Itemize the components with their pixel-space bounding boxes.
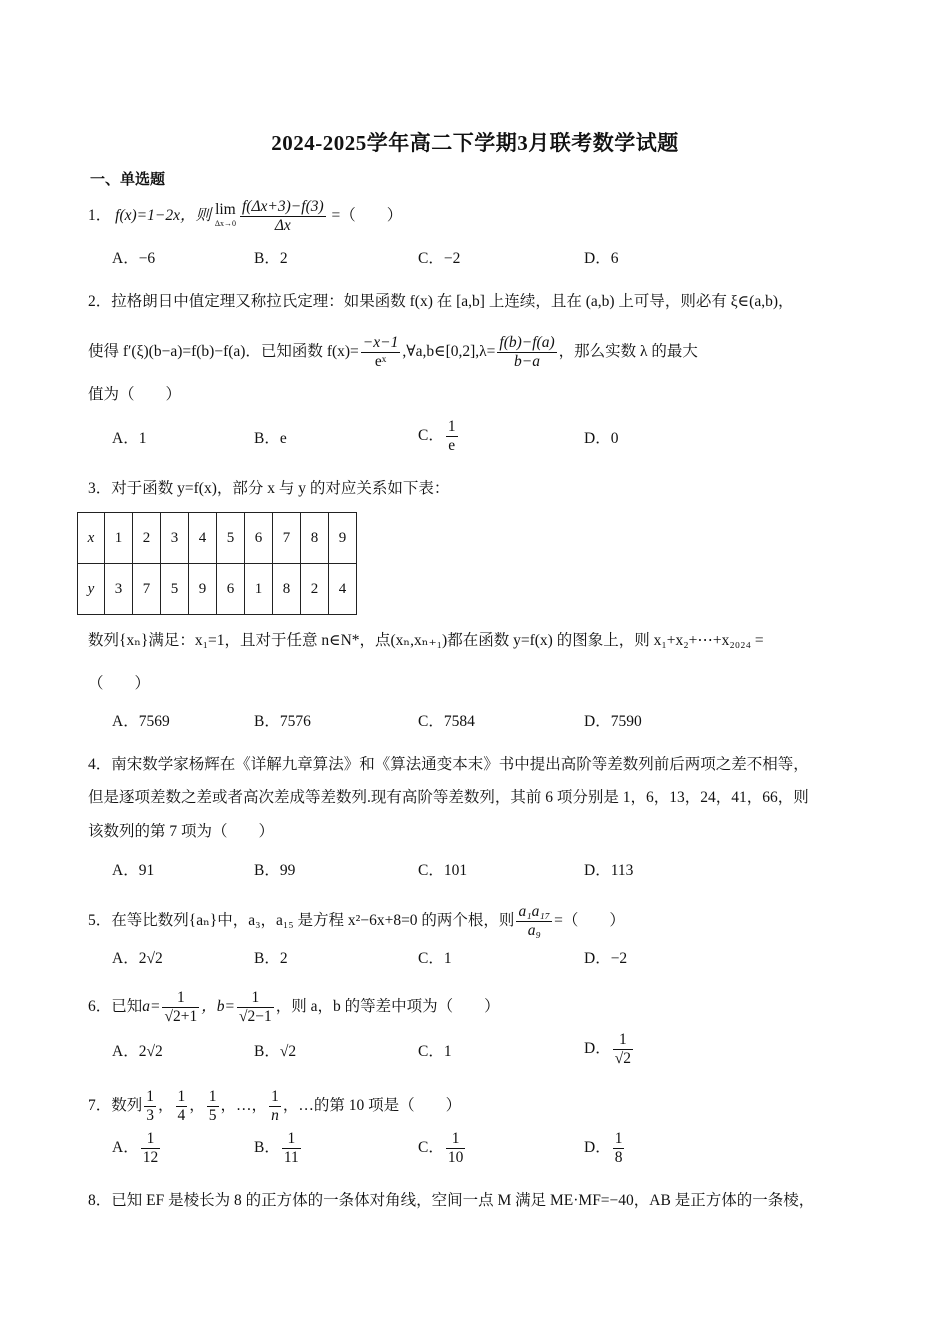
q6-fraction-b: $\frac{1}{√2-1}$	[238, 989, 272, 1025]
q7-options	[112, 1130, 872, 1166]
q5-fraction: $\frac{\text{a₁a₁₇}}{\text{a₉}}$	[518, 903, 551, 939]
q7-term-1: $\frac{1}{3}$	[146, 1088, 155, 1124]
option-d: D． $\frac{1}{8}$	[584, 1130, 623, 1166]
q6-options	[112, 1031, 872, 1067]
option-d: D．113	[584, 862, 634, 879]
option-b: B．√2	[254, 1043, 297, 1060]
q4-options	[112, 860, 872, 886]
option-d: D．7590	[584, 713, 642, 730]
table-row-y: y 3 7 5 9 6 1 8 2 4	[78, 564, 357, 615]
table-row-x: x 1 2 3 4 5 6 7 8 9	[78, 513, 357, 564]
q7-term-2: $\frac{1}{4}$	[177, 1088, 186, 1124]
q1-function: f(x)=1−2x，则	[115, 207, 211, 225]
q1-options	[112, 248, 872, 274]
q5-options	[112, 948, 872, 974]
question-1	[88, 198, 402, 235]
option-a: A．2√2	[112, 1043, 163, 1060]
question-2-line-1: 2．拉格朗日中值定理又称拉氏定理：如果函数 f(x) 在 [a,b] 上连续，且在 (a,b) 上可导，则必有 ξ∈(a,b)，	[88, 293, 794, 310]
option-a: A． $\frac{1}{12}$	[112, 1130, 159, 1166]
option-c: C．7584	[418, 713, 475, 730]
option-b: B．99	[254, 862, 296, 879]
q7-term-n: $\frac{1}{n}$	[271, 1088, 279, 1124]
question-3-line-1: 3．对于函数 y=f(x)，部分 x 与 y 的对应关系如下表：	[88, 480, 450, 497]
option-a: A．7569	[112, 713, 170, 730]
q3-options	[112, 711, 872, 737]
question-3-line-3: （ ）	[88, 675, 151, 692]
q1-tail: =（ ）	[331, 207, 403, 225]
option-a: A．2√2	[112, 950, 163, 967]
q7-term-3: $\frac{1}{5}$	[208, 1088, 217, 1124]
question-2-line-3: 值为（ ）	[88, 386, 182, 403]
question-4-line-3: 该数列的第 7 项为（ ）	[88, 823, 275, 840]
option-b: B．e	[254, 430, 287, 447]
q1-limit: lim Δx→0	[214, 200, 236, 228]
option-b: B．2	[254, 250, 288, 267]
option-c: C． $\frac{1}{10}$	[418, 1130, 464, 1166]
option-c: C．1	[418, 1043, 452, 1060]
option-c: C．−2	[418, 250, 461, 267]
q2-fraction-2: $\frac{f(b)-f(a)}{b-a}$	[499, 334, 555, 370]
option-c: C． $\frac{1}{e}$	[418, 418, 456, 454]
option-d: D．6	[584, 250, 619, 267]
option-c: C．1	[418, 950, 452, 967]
option-b: B．7576	[254, 713, 311, 730]
option-b: B．2	[254, 950, 288, 967]
question-4-line-2: 但是逐项差数之差或者高次差成等差数列.现有高阶等差数列，其前 6 项分别是 1，6，13，24，41，66，则	[88, 789, 809, 806]
question-5: 5．在等比数列{aₙ}中，a₃，a₁₅ 是方程 x²−6x+8=0 的两个根，则 $\frac{\text{a₁a₁₇}}{\text{a₉}}$ =（ ）	[88, 903, 625, 939]
question-3-line-2: 数列{xₙ}满足：x₁=1，且对于任意 n∈N*，点(xₙ,xₙ₊₁)都在函数 y=f(x) 的图象上，则 x₁+x₂+⋯+x₂₀₂₄ =	[88, 632, 764, 649]
question-4-line-1: 4．南宋数学家杨辉在《详解九章算法》和《算法通变本末》书中提出高阶等差数列前后两项之差不相等，	[88, 756, 809, 773]
question-6: 6．已知a= $\frac{1}{√2+1}$ ，b= $\frac{1}{√2-1}$ ，则 a，b 的等差中项为（ ）	[88, 989, 500, 1025]
question-8-line-1: 8．已知 EF 是棱长为 8 的正方体的一条体对角线，空间一点 M 满足 ME·MF=−40，AB 是正方体的一条棱，	[88, 1192, 815, 1209]
section-heading: 一、单选题	[90, 172, 166, 188]
option-b: B． $\frac{1}{11}$	[254, 1130, 299, 1166]
option-d: D．0	[584, 430, 619, 447]
q1-fraction: $\frac{f(\Delta x+3)-f(3)}{\Delta x}$	[241, 198, 324, 234]
q2-fraction-1: $\frac{-x-1}{\text{eˣ}}$	[362, 334, 399, 370]
option-d: D． $\frac{1}{√2}$	[584, 1031, 631, 1067]
option-c: C．101	[418, 862, 468, 879]
option-a: A．91	[112, 862, 155, 879]
option-d: D．−2	[584, 950, 628, 967]
question-7: 7．数列 $\frac{1}{3}$ ， $\frac{1}{4}$ ， $\frac{1}{5}$ ，…， $\frac{1}{n}$ ，…的第 10 项是（ ）	[88, 1088, 462, 1124]
exam-title: 2024-2025学年高二下学期3月联考数学试题	[271, 131, 679, 155]
q6-fraction-a: $\frac{1}{√2+1}$	[164, 989, 198, 1025]
option-a: A．1	[112, 430, 147, 447]
xy-table	[77, 512, 357, 615]
q2-options	[112, 418, 872, 454]
q1-number: 1．	[88, 207, 112, 225]
option-a: A．−6	[112, 250, 156, 267]
question-2-line-2: 使得 f′(ξ)(b−a)=f(b)−f(a)．已知函数 f(x)= $\frac{-x-1}{\text{eˣ}}$ ,∀a,b∈[0,2],λ= $\frac{f(b)-f(a)}{b-a}$ ，那么实数 λ 的最大	[88, 334, 698, 370]
